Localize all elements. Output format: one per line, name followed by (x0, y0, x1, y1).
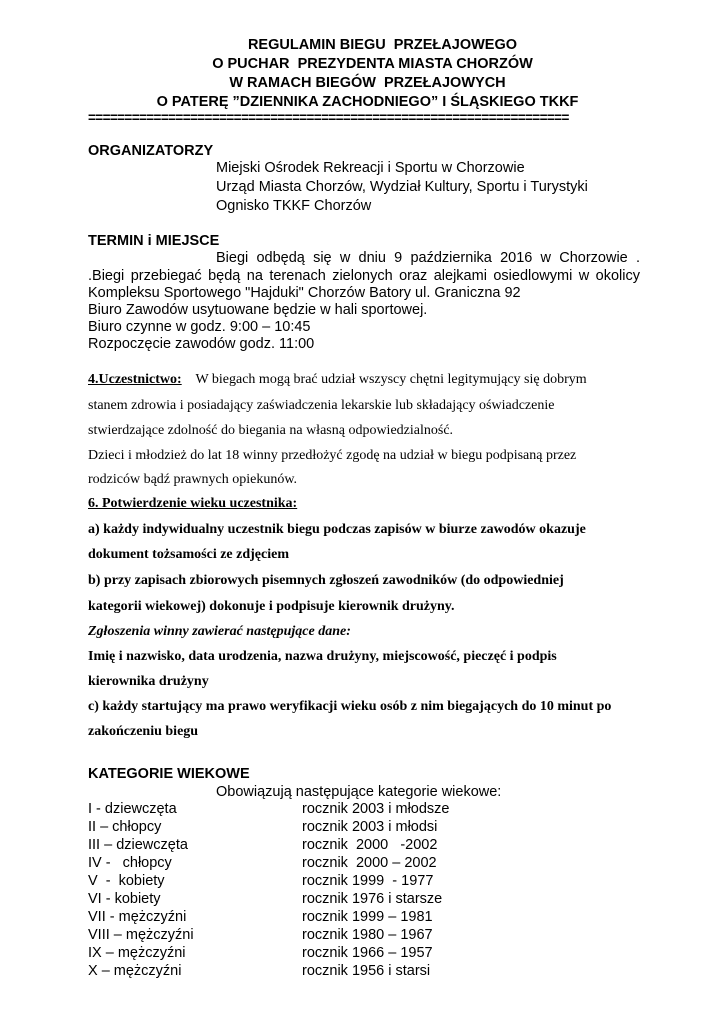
category-name: X – mężczyźni (88, 963, 182, 979)
venue-line: .Biegi przebiegać będą na terenach zielonych oraz alejkami osiedlowymi w okolicy (88, 268, 640, 284)
registration-fields: Imię i nazwisko, data urodzenia, nazwa drużyny, miejscowość, pieczęć i podpis (88, 649, 557, 664)
venue-hours: Biuro czynne w godz. 9:00 – 10:45 (88, 319, 311, 335)
category-name: VIII – mężczyźni (88, 927, 194, 943)
age-confirmation-heading: 6. Potwierdzenie wieku uczestnika: (88, 496, 298, 511)
registration-note: Zgłoszenia winny zawierać następujące dane: (88, 624, 351, 639)
category-years: rocznik 2000 -2002 (302, 837, 438, 853)
rule-a-line: a) każdy indywidualny uczestnik biegu podczas zapisów w biurze zawodów okazuje (88, 522, 586, 537)
venue-start-time: Rozpoczęcie zawodów godz. 11:00 (88, 336, 315, 352)
participation-line: stanem zdrowia i posiadający zaświadczenia lekarskie lub składający oświadczenie (88, 398, 555, 413)
participation-line: rodziców bądź prawnych opiekunów. (88, 472, 298, 487)
title-divider: ================================================================== (88, 110, 569, 125)
category-years: rocznik 1966 – 1957 (302, 945, 433, 961)
rule-c-line: zakończeniu biegu (88, 724, 199, 739)
category-name: V - kobiety (88, 873, 165, 889)
organizers-heading: ORGANIZATORZY (88, 143, 214, 159)
category-name: III – dziewczęta (88, 837, 188, 853)
category-name: VI - kobiety (88, 891, 161, 907)
title-line-4: O PATERĘ ”DZIENNIKA ZACHODNIEGO” I ŚLĄSKIEGO TKKF (156, 94, 579, 110)
participation-line: stwierdzające zdolność do biegania na własną odpowiedzialność. (88, 423, 454, 438)
category-years: rocznik 1956 i starsi (302, 963, 431, 979)
title-line-2: O PUCHAR PREZYDENTA MIASTA CHORZÓW (212, 56, 533, 72)
organizer-item: Ognisko TKKF Chorzów (216, 198, 372, 214)
category-years: rocznik 1976 i starsze (302, 891, 443, 907)
category-name: I - dziewczęta (88, 801, 177, 817)
venue-heading: TERMIN i MIEJSCE (88, 233, 220, 249)
rule-c-line: c) każdy startujący ma prawo weryfikacji wieku osób z nim biegających do 10 minut po (88, 699, 612, 714)
title-line-3: W RAMACH BIEGÓW PRZEŁAJOWYCH (229, 75, 506, 91)
category-years: rocznik 2003 i młodsze (302, 801, 450, 817)
rule-a-line: dokument tożsamości ze zdjęciem (88, 547, 290, 562)
category-years: rocznik 1980 – 1967 (302, 927, 433, 943)
category-name: IX – mężczyźni (88, 945, 186, 961)
category-years: rocznik 2003 i młodsi (302, 819, 438, 835)
category-name: VII - mężczyźni (88, 909, 187, 925)
registration-fields: kierownika drużyny (88, 674, 209, 689)
category-years: rocznik 1999 - 1977 (302, 873, 434, 889)
category-name: II – chłopcy (88, 819, 162, 835)
title-line-1: REGULAMIN BIEGU PRZEŁAJOWEGO (247, 37, 518, 53)
participation-line: Dzieci i młodzież do lat 18 winny przedłożyć zgodę na udział w biegu podpisaną przez (88, 448, 577, 463)
venue-line: Biegi odbędą się w dniu 9 października 2016 w Chorzowie . (216, 250, 640, 266)
rule-b-line: b) przy zapisach zbiorowych pisemnych zgłoszeń zawodników (do odpowiedniej (88, 573, 564, 588)
participation-paragraph (88, 372, 587, 388)
venue-line: Kompleksu Sportowego "Hajduki" Chorzów Batory ul. Graniczna 92 (88, 285, 521, 301)
category-years: rocznik 1999 – 1981 (302, 909, 433, 925)
category-years: rocznik 2000 – 2002 (302, 855, 437, 871)
document-title (0, 36, 725, 112)
venue-line: Biuro Zawodów usytuowane będzie w hali sportowej. (88, 302, 428, 318)
rule-b-line: kategorii wiekowej) dokonuje i podpisuje kierownik drużyny. (88, 599, 455, 614)
organizer-item: Miejski Ośrodek Rekreacji i Sportu w Chorzowie (216, 160, 525, 176)
category-name: IV - chłopcy (88, 855, 172, 871)
categories-heading: KATEGORIE WIEKOWE (88, 766, 250, 782)
organizer-item: Urząd Miasta Chorzów, Wydział Kultury, Sportu i Turystyki (216, 179, 588, 195)
participation-text: W biegach mogą brać udział wszyscy chętni legitymujący się dobrym (195, 372, 587, 387)
categories-intro: Obowiązują następujące kategorie wiekowe: (216, 784, 502, 800)
participation-label: 4.Uczestnictwo: (88, 372, 182, 387)
